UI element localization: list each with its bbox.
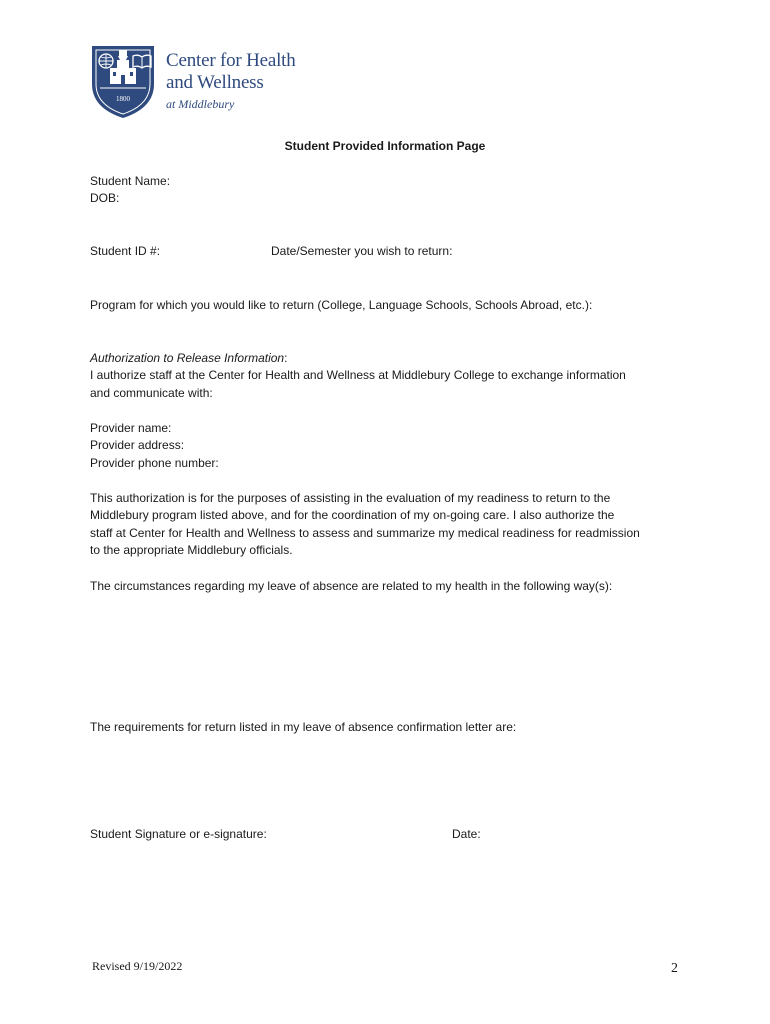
purpose-line-2: Middlebury program listed above, and for the coordination of my on-going care. I also authorize the xyxy=(90,508,615,522)
provider-phone-label: Provider phone number: xyxy=(90,456,219,470)
revised-date: Revised 9/19/2022 xyxy=(92,959,183,973)
student-name-label: Student Name: xyxy=(90,174,171,188)
page-title: Student Provided Information Page xyxy=(284,139,486,153)
logo-line-1: Center for Health xyxy=(166,50,296,71)
dob-label: DOB: xyxy=(90,191,120,205)
page-number: 2 xyxy=(671,961,678,976)
signature-date-label: Date: xyxy=(452,827,481,841)
crest-year: 1800 xyxy=(116,95,130,103)
signature-label: Student Signature or e-signature: xyxy=(90,827,267,841)
purpose-line-4: to the appropriate Middlebury officials. xyxy=(90,543,293,557)
return-date-label: Date/Semester you wish to return: xyxy=(271,244,453,258)
logo-line-2: and Wellness xyxy=(166,72,264,93)
purpose-line-3: staff at Center for Health and Wellness to assess and summarize my medical readiness for readmission xyxy=(90,526,640,540)
program-label: Program for which you would like to return (College, Language Schools, Schools Abroad, etc.): xyxy=(90,298,593,312)
student-id-label: Student ID #: xyxy=(90,244,161,258)
provider-address-label: Provider address: xyxy=(90,438,185,452)
logo-wordmark xyxy=(166,50,296,112)
crest-icon xyxy=(90,44,156,120)
authorization-line-2: and communicate with: xyxy=(90,386,213,400)
authorization-heading-colon: : xyxy=(284,351,288,365)
purpose-line-1: This authorization is for the purposes of assisting in the evaluation of my readiness to return to the xyxy=(90,491,611,505)
requirements-prompt: The requirements for return listed in my leave of absence confirmation letter are: xyxy=(90,720,517,734)
authorization-heading-text: Authorization to Release Information xyxy=(90,351,285,365)
center-logo xyxy=(90,44,330,120)
authorization-heading xyxy=(90,350,287,368)
authorization-line-1: I authorize staff at the Center for Health and Wellness at Middlebury College to exchange information xyxy=(90,368,626,382)
logo-line-3: at Middlebury xyxy=(166,97,235,111)
circumstances-prompt: The circumstances regarding my leave of absence are related to my health in the following way(s): xyxy=(90,579,613,593)
provider-name-label: Provider name: xyxy=(90,421,172,435)
